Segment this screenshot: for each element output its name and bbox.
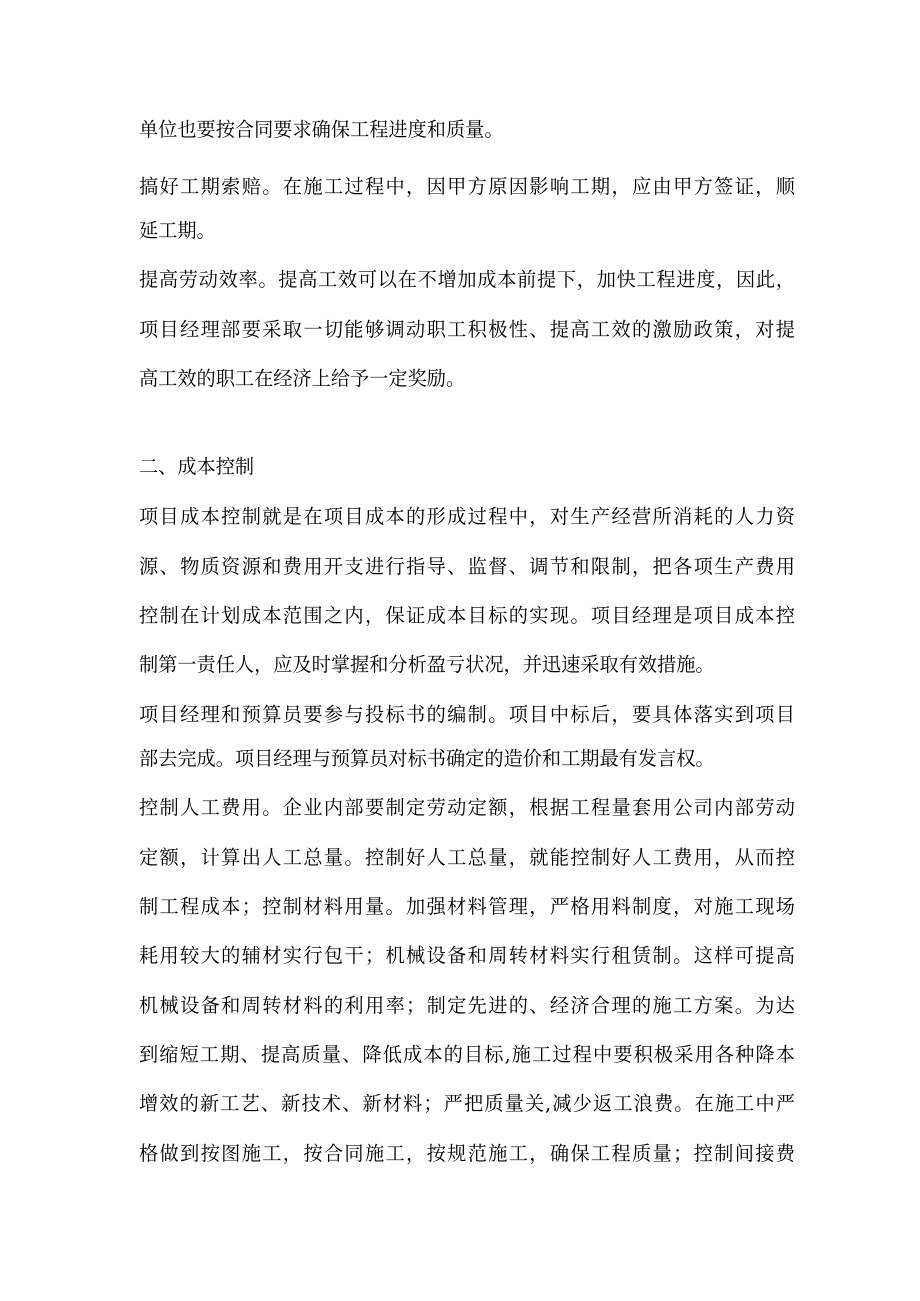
text-line: 搞好工期索赔。在施工过程中，因甲方原因影响工期，应由甲方签证，顺 (139, 175, 795, 198)
text-line: 项目经理和预算员要参与投标书的编制。项目中标后，要具体落实到项目 (139, 703, 795, 726)
text-line: 项目成本控制就是在项目成本的形成过程中，对生产经营所消耗的人力资 (139, 505, 795, 528)
text-line: 控制在计划成本范围之内，保证成本目标的实现。项目经理是项目成本控 (139, 604, 795, 627)
text-line: 到缩短工期、提高质量、降低成本的目标,施工过程中要积极采用各种降本 (139, 1043, 795, 1066)
text-line: 单位也要按合同要求确保工程进度和质量。 (139, 118, 504, 141)
text-line: 制工程成本；控制材料用量。加强材料管理，严格用料制度，对施工现场 (139, 895, 795, 918)
text-line: 机械设备和周转材料的利用率；制定先进的、经济合理的施工方案。为达 (139, 994, 795, 1017)
text-line: 延工期。 (139, 219, 216, 242)
text-line: 高工效的职工在经济上给予一定奖励。 (139, 367, 466, 390)
section-heading: 二、成本控制 (139, 455, 255, 478)
text-line: 项目经理部要采取一切能够调动职工积极性、提高工效的激励政策，对提 (139, 318, 795, 341)
text-line: 制第一责任人，应及时掌握和分析盈亏状况，并迅速采取有效措施。 (139, 653, 715, 676)
text-line: 提高劳动效率。提高工效可以在不增加成本前提下，加快工程进度，因此， (139, 268, 795, 291)
text-line: 源、物质资源和费用开支进行指导、监督、调节和限制，把各项生产费用 (139, 555, 795, 578)
text-line: 格做到按图施工，按合同施工，按规范施工，确保工程质量；控制间接费 (139, 1142, 795, 1165)
text-line: 定额，计算出人工总量。控制好人工总量，就能控制好人工费用，从而控 (139, 846, 795, 869)
text-line: 控制人工费用。企业内部要制定劳动定额，根据工程量套用公司内部劳动 (139, 796, 795, 819)
text-line: 耗用较大的辅材实行包干；机械设备和周转材料实行租赁制。这样可提高 (139, 944, 795, 967)
text-line: 增效的新工艺、新技术、新材料；严把质量关,减少返工浪费。在施工中严 (139, 1092, 795, 1115)
text-line: 部去完成。项目经理与预算员对标书确定的造价和工期最有发言权。 (139, 747, 715, 770)
